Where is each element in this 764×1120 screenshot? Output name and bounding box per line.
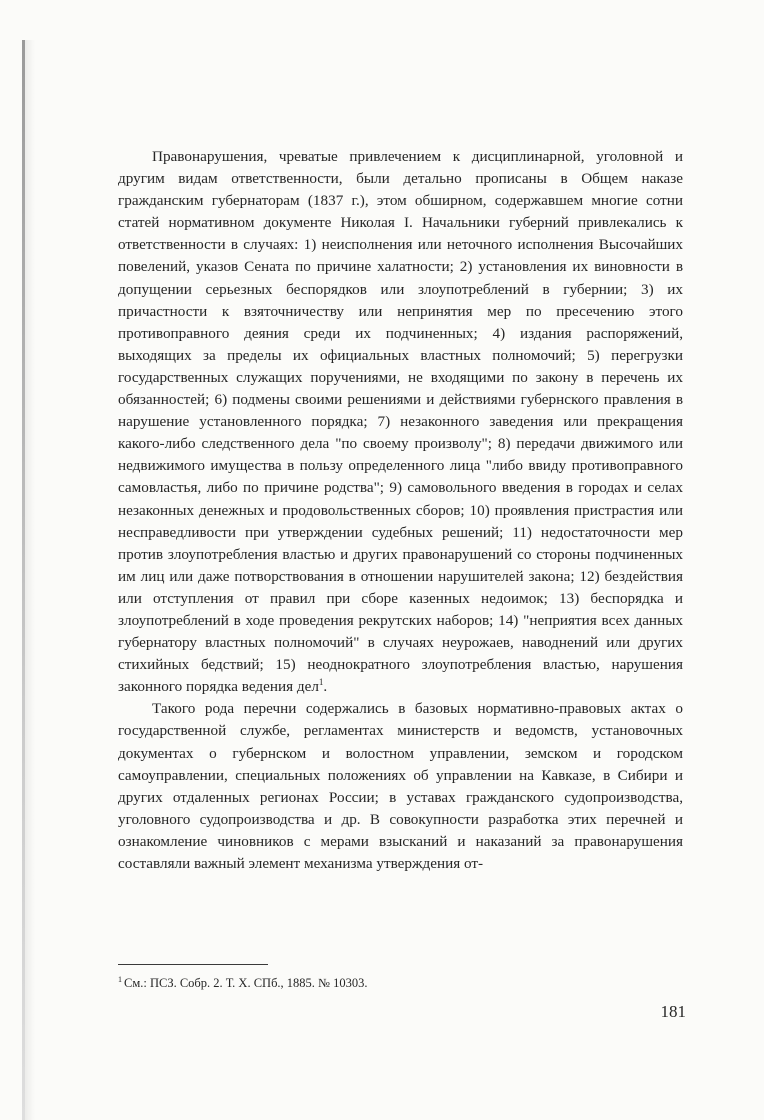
footnote xyxy=(118,975,678,991)
footnote-marker: 1 xyxy=(118,975,122,984)
paragraph-1-text: Правонарушения, чреватые привлечением к дисциплинарной, уголовной и другим видам ответственности, были детально прописаны в Общем наказе гражданским губернаторам (1837 г.), этом обширном, содержавшем многие сотни статей нормативном документе Николая I. Начальники губерний привлекались к ответственности в случаях: 1) неисполнения или неточного исполнения Высочайших повелений, указов Сената по причине халатности; 2) установления их виновности в допущении серьезных беспорядков или злоупотреблений в губернии; 3) их причастности к взяточничеству или непринятия мер по пресечению этого противоправного деяния среди их подчиненных; 4) издания распоряжений, выходящих за пределы их официальных властных полномочий; 5) перегрузки государственных служащих поручениями, не входящими по закону в перечень их обязанностей; 6) подмены своими решениями и действиями губернского правления в нарушение установленного порядка; 7) незаконного заведения или прекращения какого-либо следственного дела "по своему произволу"; 8) передачи движимого или недвижимого имущества в пользу определенного лица "либо ввиду противоправного самовластья, либо по причине родства"; 9) самовольного введения в городах и селах незаконных денежных и продовольственных сборов; 10) проявления пристрастия или несправедливости при утверждении судебных решений; 11) недостаточности мер против злоупотребления властью и других правонарушений со стороны подчиненных им лиц или даже потворствования в отношении нарушителей закона; 12) бездействия или отступления от правил при сборе казенных недоимок; 13) беспорядка и злоупотреблений в ходе проведения рекрутских наборов; 14) "неприятия всех данных губернатору властных полномочий" в случаях неурожаев, наводнений или других стихийных бедствий; 15) неоднократного злоупотребления властью, нарушения законного порядка ведения дел xyxy=(118,148,683,696)
footnote-text: См.: ПСЗ. Собр. 2. Т. X. СПб., 1885. № 10303. xyxy=(124,976,368,990)
main-text-block xyxy=(118,146,683,875)
paragraph-2 xyxy=(118,698,683,875)
page-spine-shadow xyxy=(25,40,35,1120)
footnote-separator xyxy=(118,964,268,965)
paragraph-2-text: Такого рода перечни содержались в базовых нормативно-правовых актах о государственной службе, регламентах министерств и ведомств, установочных документах о губернском и волостном управлении, земском и городском самоуправлении, специальных положениях об управлении на Кавказе, в Сибири и других отдаленных регионах России; в уставах гражданского судопроизводства, уголовного судопроизводства и др. В совокупности разработка этих перечней и ознакомление чиновников с мерами взысканий и наказаний за правонарушения составляли важный элемент механизма утверждения от- xyxy=(118,700,683,872)
footnote-reference: 1 xyxy=(318,677,324,688)
paragraph-1: Правонарушения, чреватые привлечением к дисциплинарной, уголовной и другим видам ответственности, были детально прописаны в Общем наказе гражданским губернаторам (1837 г.), этом обширном, содержавшем многие сотни статей нормативном документе Николая I. Начальники губерний привлекались к ответственности в случаях: 1) неисполнения или неточного исполнения Высочайших повелений, указов Сената по причине халатности; 2) установления их виновности в допущении серьезных беспорядков или злоупотреблений в губернии; 3) их причастности к взяточничеству или непринятия мер по пресечению этого противоправного деяния среди их подчиненных; 4) издания распоряжений, выходящих за пределы их официальных властных полномочий; 5) перегрузки государственных служащих поручениями, не входящими по закону в перечень их обязанностей; 6) подмены своими решениями и действиями губернского правления в нарушение установленного порядка; 7) незаконного заведения или прекращения какого-либо следственного дела "по своему произволу"; 8) передачи движимого или недвижимого имущества в пользу определенного лица "либо ввиду противоправного самовластья, либо по причине родства"; 9) самовольного введения в городах и селах незаконных денежных и продовольственных сборов; 10) проявления пристрастия или несправедливости при утверждении судебных решений; 11) недостаточности мер против злоупотребления властью и других правонарушений со стороны подчиненных им лиц или даже потворствования в отношении нарушителей закона; 12) бездействия или отступления от правил при сборе казенных недоимок; 13) беспорядка и злоупотреблений в ходе проведения рекрутских наборов; 14) "неприятия всех данных губернатору властных полномочий" в случаях неурожаев, наводнений или других стихийных бедствий; 15) неоднократного злоупотребления властью, нарушения законного порядка ведения дел$^1$. xyxy=(118,148,683,696)
page-number: 181 xyxy=(660,1002,686,1021)
